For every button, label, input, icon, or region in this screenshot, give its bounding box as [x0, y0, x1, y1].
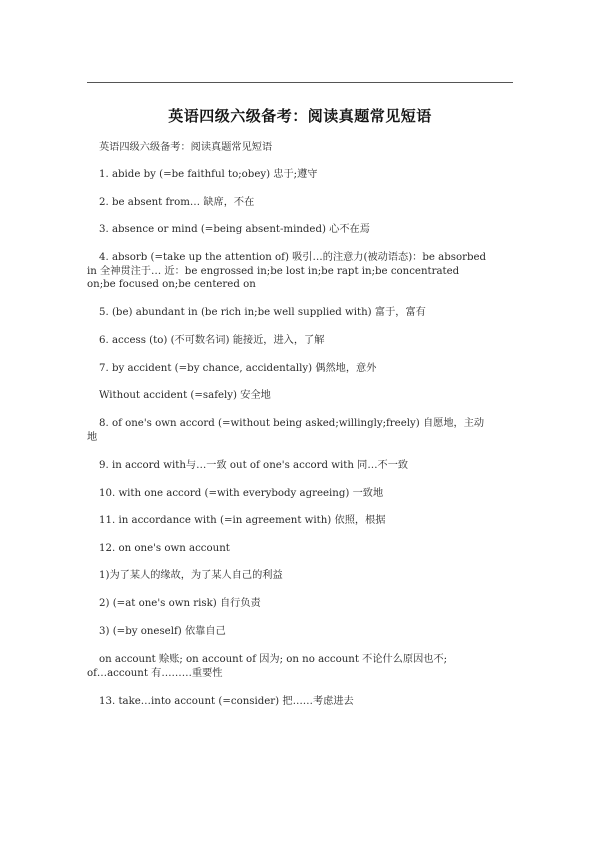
entry-7: 7. by accident (=by chance, accidentally) 偶然地，意外 [99, 363, 377, 374]
entry-13: 13. take…into account (=consider) 把……考虑进去 [99, 696, 354, 707]
entry-9: 9. in accord with与…一致 out of one's accord with 同…不一致 [99, 460, 409, 471]
entry-12-related-line-1: on account 赊账; on account of 因为; on no account 不论什么原因也不; [99, 654, 448, 665]
entry-1: 1. abide by (=be faithful to;obey) 忠于;遵守 [99, 169, 318, 180]
entry-4 [87, 251, 513, 292]
entry-8-line-1: 8. of one's own accord (=without being asked;willingly;freely) 自愿地，主动 [99, 418, 485, 429]
entry-4-line-3: on;be focused on;be centered on [87, 279, 256, 290]
header-divider [87, 82, 513, 83]
entry-12: 12. on one's own account [99, 543, 230, 554]
entry-12-related [87, 653, 513, 680]
entry-7-note: Without accident (=safely) 安全地 [99, 390, 271, 401]
entry-6: 6. access (to) (不可数名词) 能接近，进入，了解 [99, 335, 325, 346]
entry-4-line-2: in 全神贯注于… 近：be engrossed in;be lost in;be rapt in;be concentrated [87, 265, 460, 277]
page-title: 英语四级六级备考：阅读真题常见短语 [168, 107, 432, 125]
entry-2: 2. be absent from… 缺席，不在 [99, 197, 255, 208]
entry-3: 3. absence or mind (=being absent-minded) 心不在焉 [99, 224, 370, 235]
entry-12-related-line-2: of…account 有………重要性 [87, 667, 223, 679]
entry-5: 5. (be) abundant in (be rich in;be well supplied with) 富于，富有 [99, 307, 426, 318]
subtitle: 英语四级六级备考：阅读真题常见短语 [99, 142, 273, 153]
entry-12-sense-3: 3) (=by oneself) 依靠自己 [99, 626, 226, 637]
entry-10: 10. with one accord (=with everybody agreeing) 一致地 [99, 488, 384, 499]
entry-8 [87, 417, 513, 444]
entry-8-line-2: 地 [87, 431, 98, 443]
entry-11: 11. in accordance with (=in agreement with) 依照，根据 [99, 515, 386, 526]
entry-12-sense-2: 2) (=at one's own risk) 自行负责 [99, 598, 261, 609]
entry-12-sense-1: 1)为了某人的缘故，为了某人自己的利益 [99, 570, 283, 581]
entry-4-line-1: 4. absorb (=take up the attention of) 吸引…的注意力(被动语态)：be absorbed [99, 252, 487, 263]
